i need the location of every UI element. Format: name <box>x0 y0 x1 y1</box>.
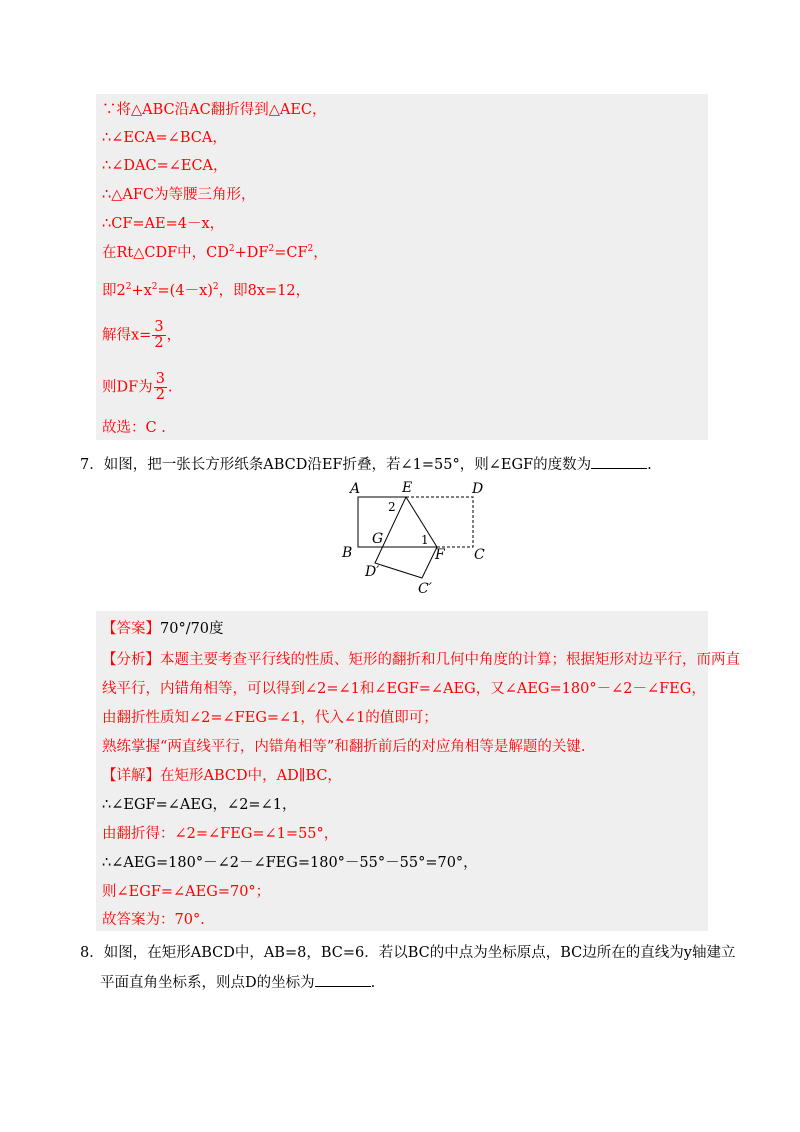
label-F: F <box>435 547 445 563</box>
solution-line-1: ∵将△ABC沿AC翻折得到△AEC， <box>102 102 327 118</box>
solution-line-9: 则DF为 $\frac{3}{2}$ . <box>102 371 173 404</box>
solution-line-8: 解得x= $\frac{3}{2}$ ， <box>102 319 182 352</box>
analysis-line-4: 熟练掌握“两直线平行，内错角相等”和翻折前后的对应角相等是解题的关键. <box>102 739 586 755</box>
label-C: C <box>474 547 485 563</box>
question-8: 8．如图，在矩形ABCD中，AB=8，BC=6．若以BC的中点为坐标原点，BC边所在的直线为y轴建立 <box>80 945 736 961</box>
detail-line-2: ∴∠EGF=∠AEG，∠2=∠1， <box>102 797 297 813</box>
detail-line-1: 【详解】在矩形ABCD中，AD∥BC， <box>102 768 342 784</box>
solution-line-2: ∴∠ECA=∠BCA， <box>102 130 227 146</box>
folding-figure <box>330 475 500 600</box>
question-8-line-2: 平面直角坐标系，则点D的坐标为 . <box>100 975 376 991</box>
analysis-line-3: 由翻折性质知∠2=∠FEG=∠1，代入∠1的值即可； <box>102 710 438 726</box>
label-A: A <box>350 481 361 497</box>
answer-blank <box>315 974 371 987</box>
label-C-prime: C′ <box>418 581 432 597</box>
detail-line-5: 则∠EGF=∠AEG=70°； <box>102 884 271 900</box>
solution-line-3: ∴∠DAC=∠ECA， <box>102 158 228 174</box>
analysis-line-1: 【分析】本题主要考查平行线的性质、矩形的翻折和几何中角度的计算；根据矩形对边平行，而两直 <box>102 652 740 668</box>
solution-line-10: 故选：C . <box>102 420 166 436</box>
rectangle-dashed <box>406 497 473 547</box>
detail-line-6: 故答案为：70°. <box>102 912 205 928</box>
analysis-line-2: 线平行，内错角相等，可以得到∠2=∠1和∠EGF=∠AEG，又∠AEG=180°－∠2－∠FEG， <box>102 681 706 697</box>
solution-line-5: ∴CF=AE=4－x， <box>102 216 225 232</box>
detail-line-3: 由翻折得：∠2=∠FEG=∠1=55°， <box>102 826 339 842</box>
question-7: 7．如图，把一张长方形纸条ABCD沿EF折叠，若∠1=55°，则∠EGF的度数为 . <box>80 457 652 473</box>
label-G: G <box>372 531 384 547</box>
label-B: B <box>342 545 353 561</box>
solution-line-4: ∴△AFC为等腰三角形， <box>102 187 256 203</box>
detail-line-4: ∴∠AEG=180°－∠2－∠FEG=180°－55°－55°=70°， <box>102 855 478 871</box>
fraction: $\frac{3}{2}$ <box>154 319 164 352</box>
solution-box-1 <box>96 94 708 440</box>
label-D: D <box>472 481 484 497</box>
label-E: E <box>402 480 413 496</box>
fraction: $\frac{3}{2}$ <box>155 371 165 404</box>
label-angle-1: 1 <box>421 533 429 547</box>
answer-line: 【答案】70°/70度 <box>102 621 224 637</box>
answer-blank <box>591 456 647 469</box>
solution-line-7: 即$2^2+x^2=(4-x)^2$，即8x=12， <box>102 282 311 299</box>
label-angle-2: 2 <box>388 500 396 514</box>
solution-box-2 <box>96 611 740 931</box>
label-D-prime: D′ <box>365 564 380 580</box>
solution-line-6: 在Rt△CDF中，$CD^2+DF^2=CF^2$， <box>102 244 328 261</box>
